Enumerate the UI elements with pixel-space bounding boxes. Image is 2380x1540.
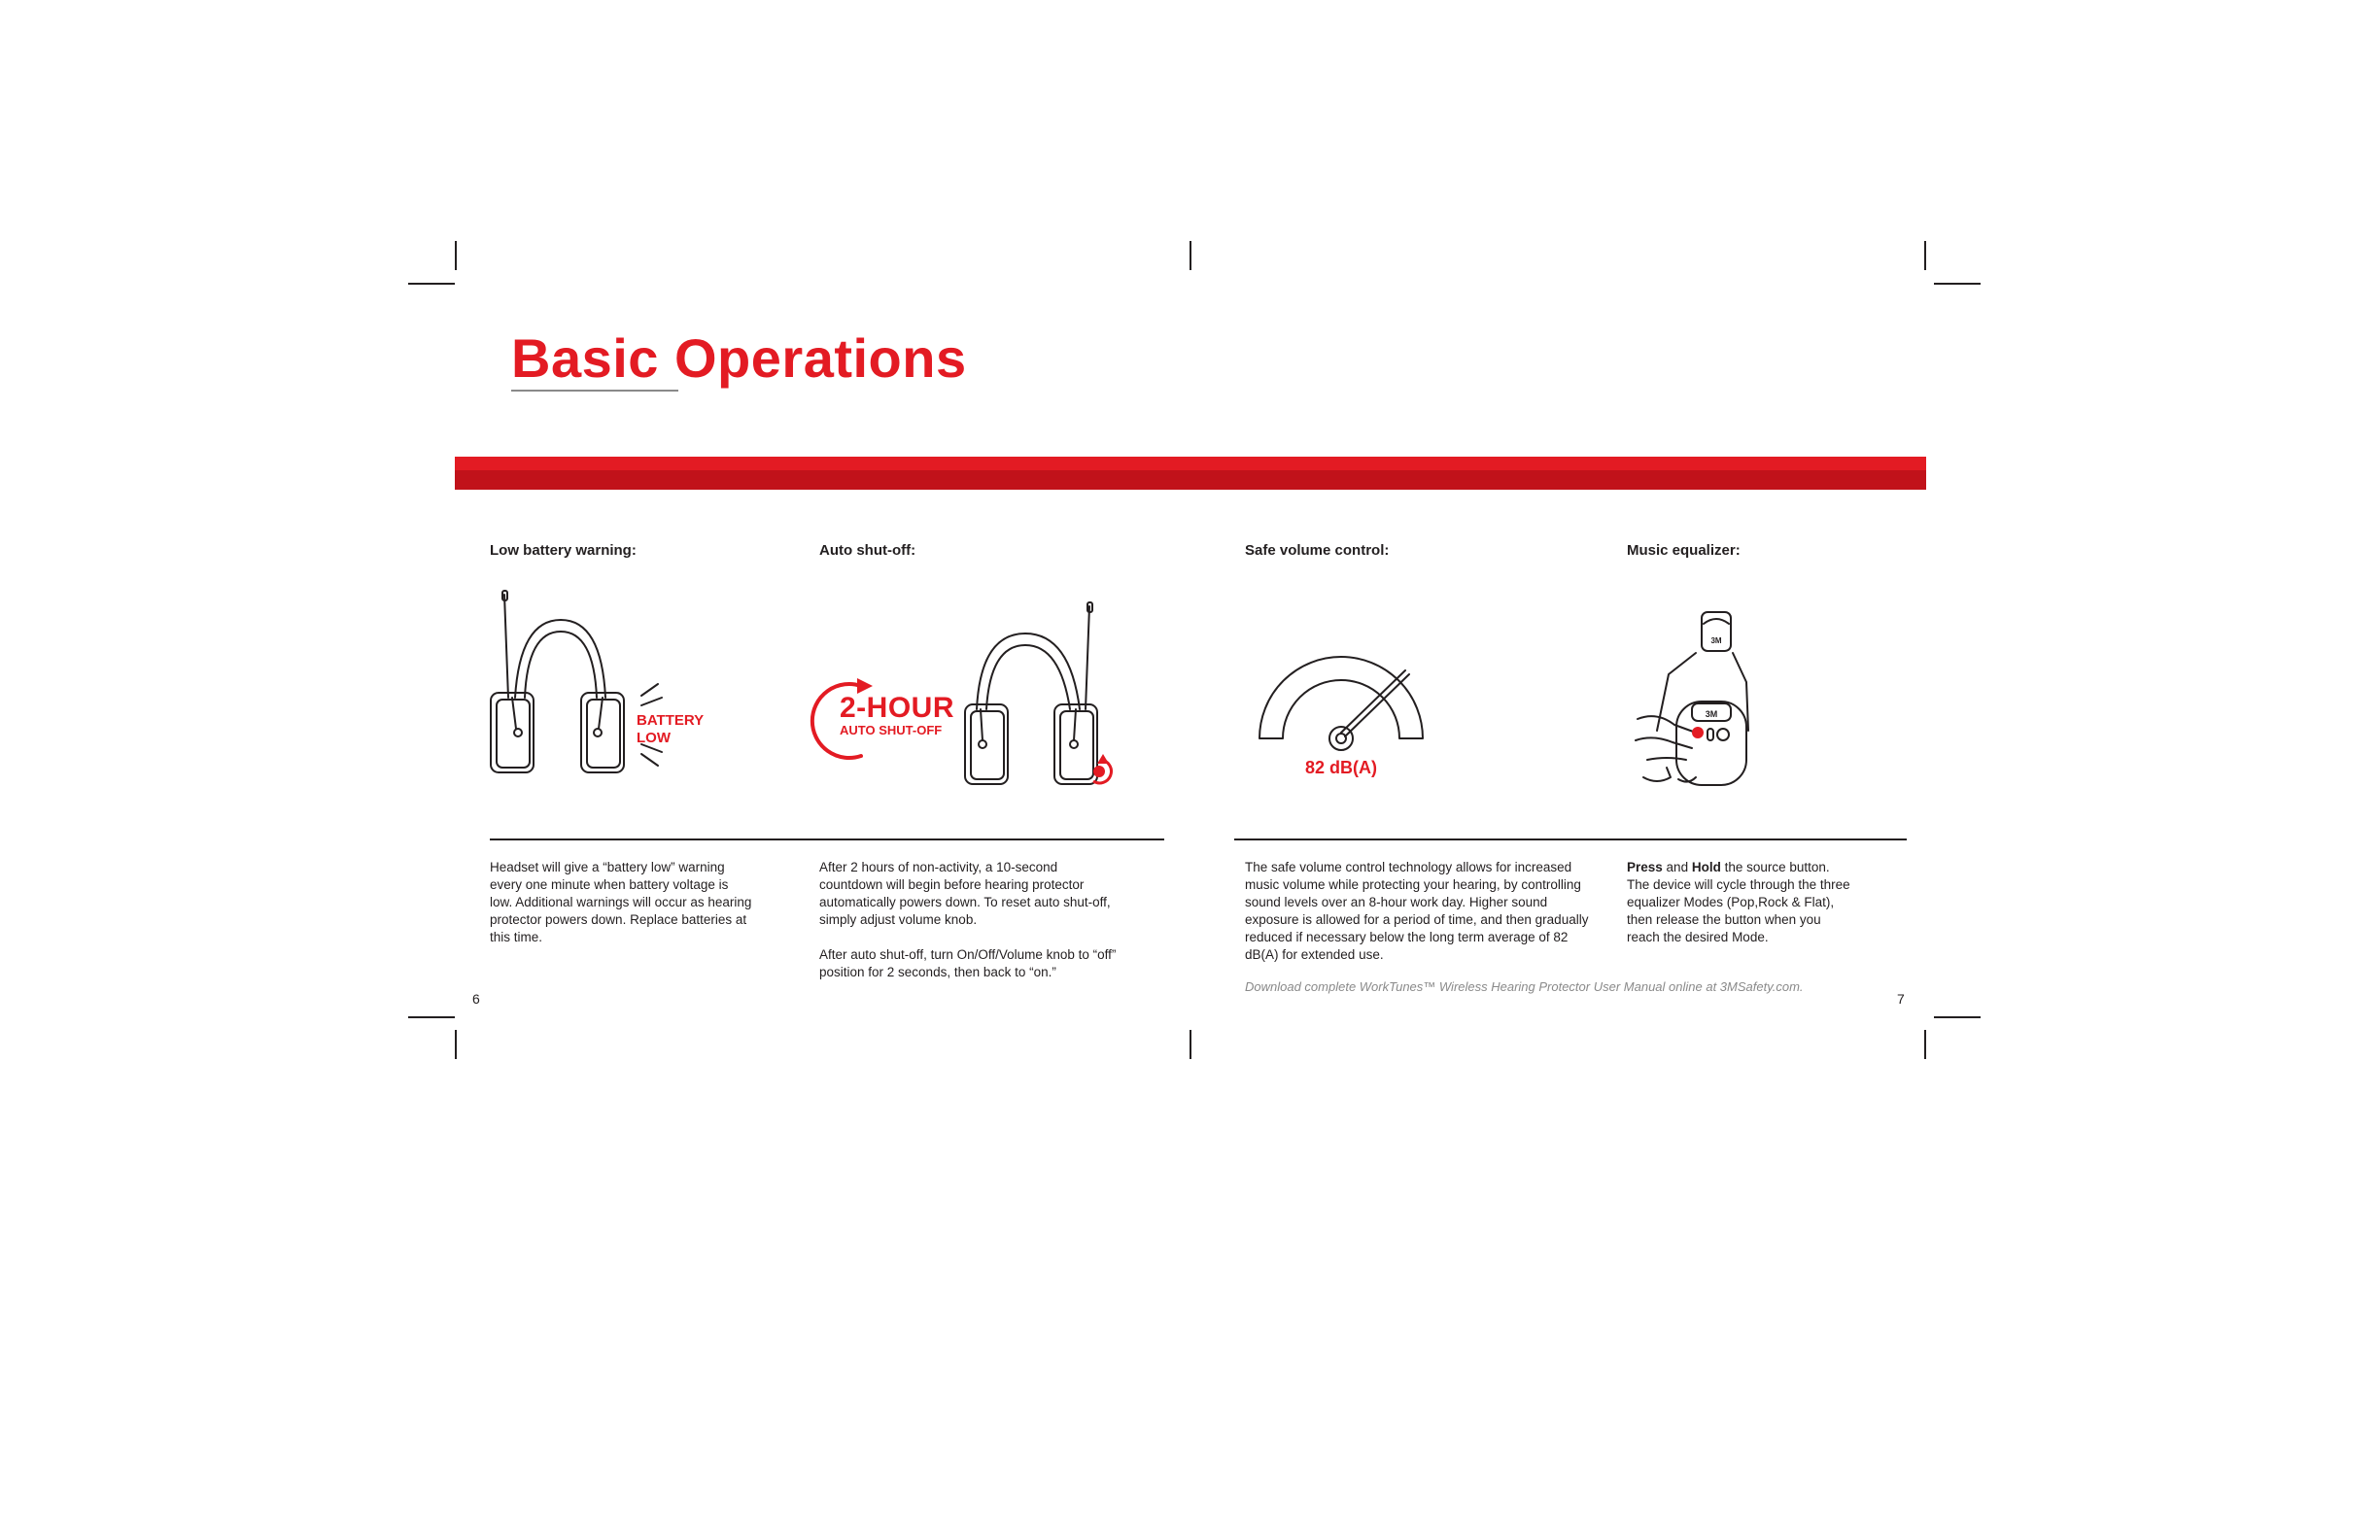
safe-volume-paragraph: The safe volume control technology allows for increased music volume while protecting your hearing, by controlling sound levels over an 8-hour work day. Higher sound exposure is allowed for a period of time, and then gradually reduced if necessary below the long term average of 82 dB(A) for extended use. xyxy=(1245,860,1589,962)
crop-mark xyxy=(1934,1016,1981,1018)
gauge-value-label: 82 dB(A) xyxy=(1305,758,1378,777)
crop-mark xyxy=(1934,283,1981,285)
crop-mark xyxy=(408,1016,455,1018)
svg-text:3M: 3M xyxy=(1710,636,1722,645)
heading-music-equalizer: Music equalizer: xyxy=(1627,542,1741,559)
auto-shutoff-paragraph-2: After auto shut-off, turn On/Off/Volume knob to “off” position for 2 seconds, then back to “on.” xyxy=(819,947,1117,979)
footer-download-note: Download complete WorkTunes™ Wireless Hearing Protector User Manual online at 3MSafety.com. xyxy=(1245,979,1804,994)
crop-mark xyxy=(1924,241,1926,270)
volume-gauge-icon xyxy=(1254,653,1429,760)
crop-mark xyxy=(408,283,455,285)
heading-low-battery: Low battery warning: xyxy=(490,542,637,559)
equalizer-rest-text: the source button. The device will cycle through the three equalizer Modes (Pop,Rock & Flat), then release the button when you reach the desired Mode. xyxy=(1627,860,1850,944)
crop-mark xyxy=(455,241,457,270)
body-safe-volume xyxy=(1245,859,1590,981)
crop-mark xyxy=(1190,1030,1191,1059)
press-word: Press xyxy=(1627,860,1663,874)
badge-auto-shut-off: AUTO SHUT-OFF xyxy=(840,723,943,737)
and-word: and xyxy=(1662,860,1692,874)
divider-left xyxy=(490,838,1164,840)
divider-right xyxy=(1234,838,1907,840)
page-number-right: 7 xyxy=(1897,991,1905,1007)
badge-2-hour: 2-HOUR xyxy=(840,692,955,724)
title-underline xyxy=(511,390,678,392)
red-header-band xyxy=(455,457,1926,490)
battery-label-line2: LOW xyxy=(637,730,671,746)
low-battery-paragraph: Headset will give a “battery low” warning every one minute when battery voltage is low. Additional warnings will occur as hearing protector powers down. Replace batteries at this time. xyxy=(490,860,752,944)
body-music-equalizer xyxy=(1627,859,1850,964)
crop-mark xyxy=(1190,241,1191,270)
svg-text:3M: 3M xyxy=(1705,709,1718,719)
crop-mark xyxy=(1924,1030,1926,1059)
headset-shutoff-illustration xyxy=(957,602,1132,797)
heading-safe-volume: Safe volume control: xyxy=(1245,542,1390,559)
hold-word: Hold xyxy=(1691,860,1721,874)
headset-battery-illustration xyxy=(481,591,724,785)
body-auto-shut-off xyxy=(819,859,1121,999)
equalizer-paragraph xyxy=(1627,859,1850,946)
body-low-battery xyxy=(490,859,752,964)
page-title: Basic Operations xyxy=(511,327,967,389)
auto-shutoff-paragraph-1: After 2 hours of non-activity, a 10-second countdown will begin before hearing protector automatically powers down. To reset auto shut-off, simply adjust volume knob. xyxy=(819,860,1111,927)
battery-label-line1: BATTERY xyxy=(637,712,705,729)
page-number-left: 6 xyxy=(472,991,480,1007)
crop-mark xyxy=(455,1030,457,1059)
battery-low-label xyxy=(637,712,704,747)
equalizer-hand-illustration xyxy=(1628,604,1774,799)
heading-auto-shut-off: Auto shut-off: xyxy=(819,542,916,559)
